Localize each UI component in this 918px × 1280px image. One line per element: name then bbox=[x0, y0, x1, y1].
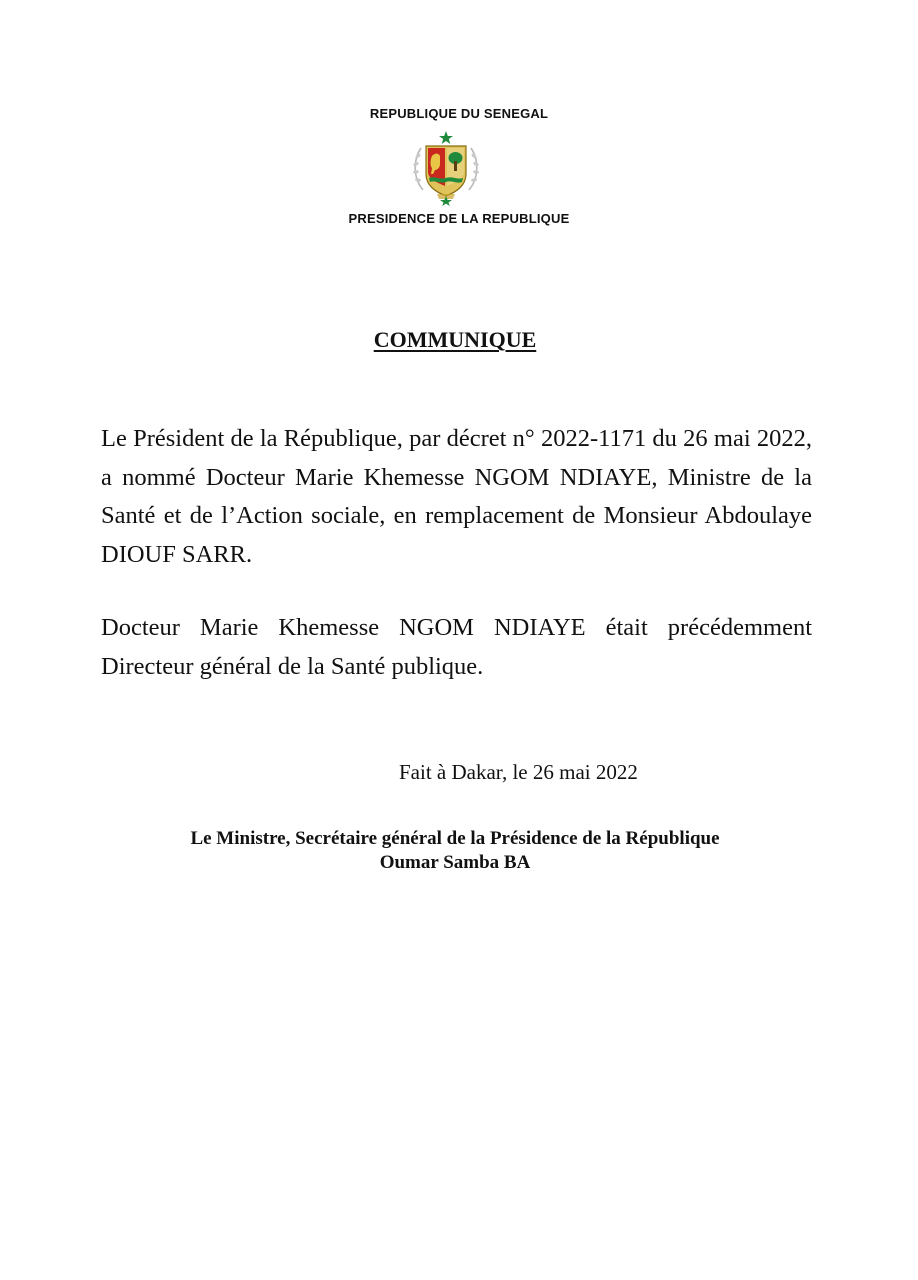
coat-of-arms-icon bbox=[409, 130, 483, 206]
signature-block bbox=[0, 827, 910, 875]
country-heading: REPUBLIQUE DU SENEGAL bbox=[369, 106, 549, 121]
body-paragraph-1: Le Président de la République, par décret n° 2022-1171 du 26 mai 2022, a nommé Docteur Marie Khemesse NGOM NDIAYE, Ministre de la Santé et de l’Action sociale, en remplacement de Monsieur Abdoulaye DIOUF SARR. bbox=[101, 425, 812, 568]
document-title: COMMUNIQUE bbox=[373, 327, 537, 352]
body-paragraph-2: Docteur Marie Khemesse NGOM NDIAYE était précédemment Directeur général de la Santé publique. bbox=[101, 614, 812, 680]
signatory-name: Oumar Samba BA bbox=[379, 852, 531, 873]
institution-heading: PRESIDENCE DE LA REPUBLIQUE bbox=[348, 211, 570, 226]
place-date: Fait à Dakar, le 26 mai 2022 bbox=[399, 760, 638, 784]
signatory-title: Le Ministre, Secrétaire général de la Présidence de la République bbox=[190, 828, 720, 849]
